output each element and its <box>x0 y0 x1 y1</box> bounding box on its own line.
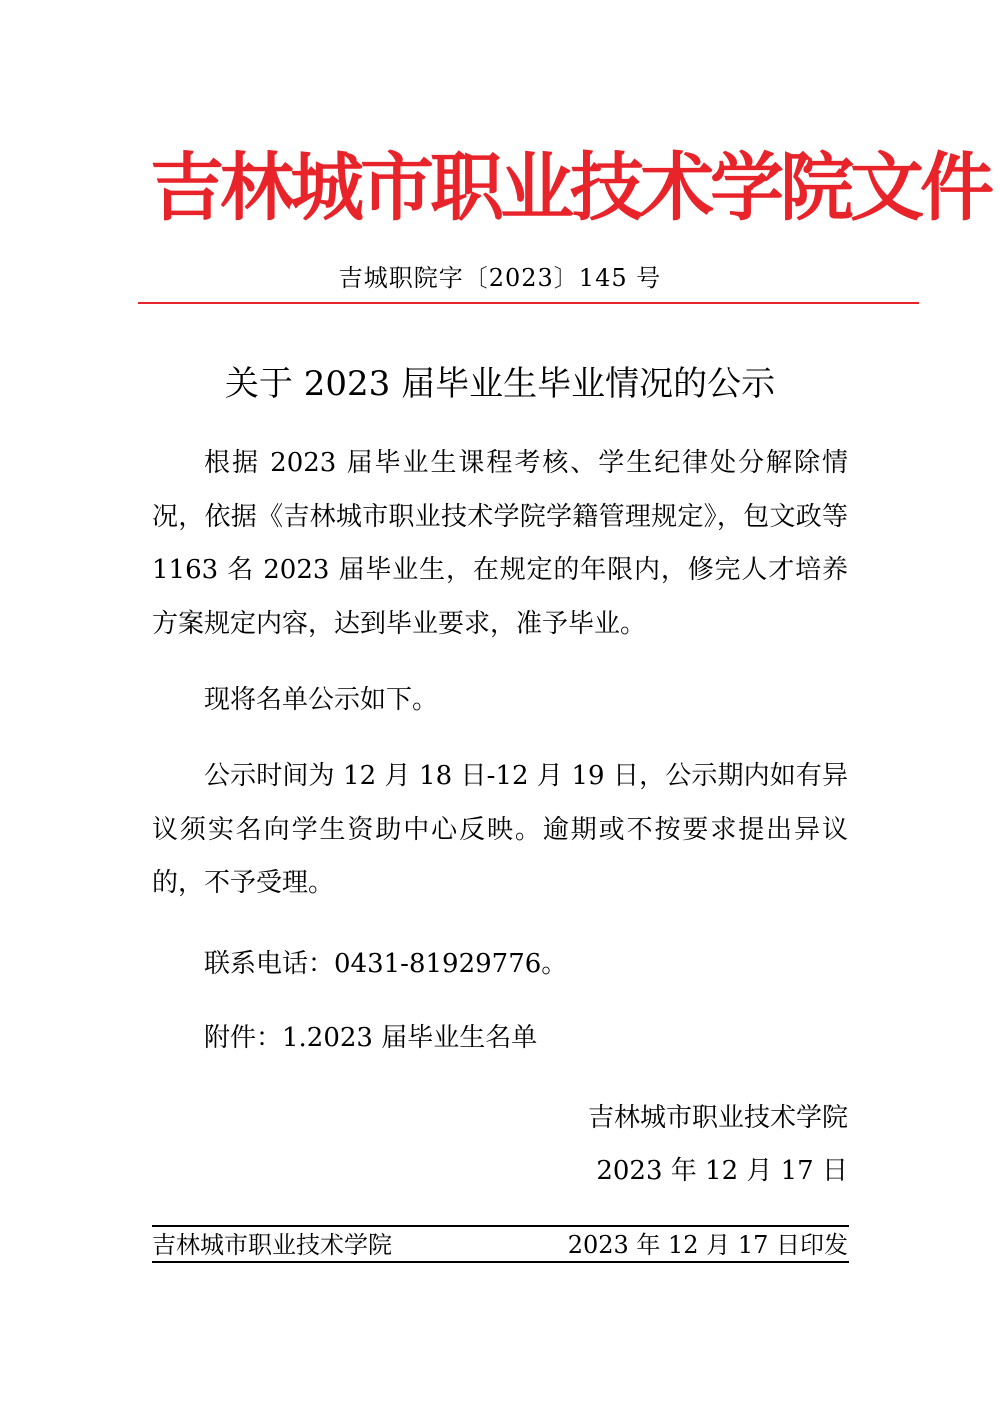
signature-organization: 吉林城市职业技术学院 <box>587 1103 848 1133</box>
footer-bottom-rule <box>152 1261 849 1263</box>
document-header-title: 吉林城市职业技术学院文件 <box>150 145 990 231</box>
footer-organization: 吉林城市职业技术学院 <box>152 1231 392 1259</box>
header-red-divider <box>138 302 919 304</box>
signature-date: 2023 年 12 月 17 日 <box>596 1156 848 1186</box>
footer-issue-date: 2023 年 12 月 17 日印发 <box>567 1231 848 1259</box>
footer-top-rule <box>152 1225 849 1227</box>
notice-paragraph-main: 根据 2023 届毕业生课程考核、学生纪律处分解除情况，依据《吉林城市职业技术学院学籍管理规定》，包文政等 1163 名 2023 届毕业生，在规定的年限内，修完人才培养方案规定内容，达到毕业要求，准予毕业。 <box>152 448 848 639</box>
notice-paragraph-attachment: 附件：1.2023 届毕业生名单 <box>204 1023 538 1053</box>
notice-title: 关于 2023 届毕业生毕业情况的公示 <box>224 364 776 404</box>
document-number: 吉城职院字〔2023〕145 号 <box>338 264 662 292</box>
notice-paragraph-list: 现将名单公示如下。 <box>204 685 439 715</box>
notice-paragraph-period: 公示时间为 12 月 18 日-12 月 19 日，公示期内如有异议须实名向学生资助中心反映。逾期或不按要求提出异议的，不予受理。 <box>152 761 848 898</box>
notice-paragraph-contact: 联系电话：0431-81929776。 <box>204 949 568 979</box>
